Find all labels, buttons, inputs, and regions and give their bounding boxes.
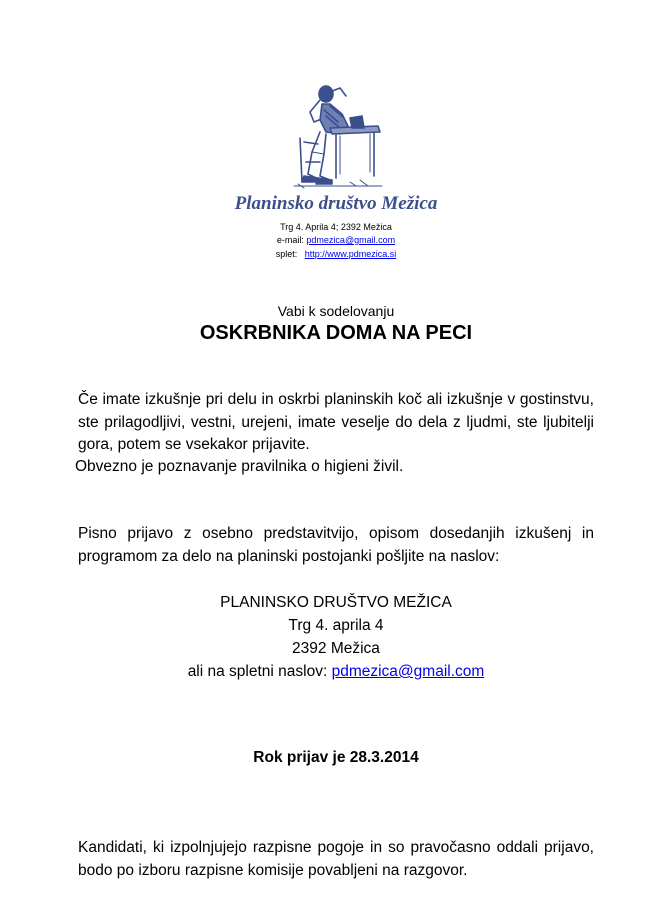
mailing-address-street: Trg 4. aprila 4 bbox=[288, 617, 384, 634]
mailing-address-block bbox=[0, 591, 672, 683]
requirements-paragraph: Če imate izkušnje pri delu in oskrbi planinskih koč ali izkušnje v gostinstvu, ste prilagodljivi, vestni, urejeni, imate veselje do dela z ljudmi, ste ljubitelji gora, potem se vsekakor prijavite. bbox=[78, 391, 594, 453]
invitation-intro: Vabi k sodelovanju bbox=[277, 303, 395, 319]
org-email-line bbox=[0, 235, 672, 245]
invitation-title: OSKRBNIKA DOMA NA PECI bbox=[199, 322, 473, 344]
application-email-link[interactable]: pdmezica@gmail.com bbox=[331, 663, 485, 680]
header-web-link[interactable]: http://www.pdmezica.si bbox=[304, 249, 397, 259]
application-deadline: Rok prijav je 28.3.2014 bbox=[253, 749, 419, 766]
application-instructions: Pisno prijavo z osebno predstavitvijo, opisom dosedanjih izkušenj in programom za delo na planinski postojanki pošljite na naslov: bbox=[78, 525, 594, 565]
header-email-link[interactable]: pdmezica@gmail.com bbox=[306, 235, 396, 245]
mailing-address-org: PLANINSKO DRUŠTVO MEŽICA bbox=[220, 594, 452, 611]
email-prefix: ali na spletni naslov: bbox=[187, 663, 328, 680]
org-name-heading: Planinsko društvo Mežica bbox=[234, 193, 438, 214]
mailing-address-city: 2392 Mežica bbox=[292, 640, 380, 657]
web-label: splet: bbox=[275, 249, 298, 259]
org-address: Trg 4. Aprila 4; 2392 Mežica bbox=[280, 222, 392, 232]
hygiene-requirement: Obvezno je poznavanje pravilnika o higieni živil. bbox=[75, 458, 404, 475]
society-logo-illustration bbox=[290, 82, 386, 192]
closing-paragraph: Kandidati, ki izpolnjujejo razpisne pogoje in so pravočasno oddali prijavo, bodo po izboru razpisne komisije povabljeni na razgovor. bbox=[78, 839, 594, 879]
email-label: e-mail: bbox=[276, 235, 304, 245]
mailing-address-email-line bbox=[0, 660, 672, 683]
org-web-line bbox=[0, 249, 672, 259]
